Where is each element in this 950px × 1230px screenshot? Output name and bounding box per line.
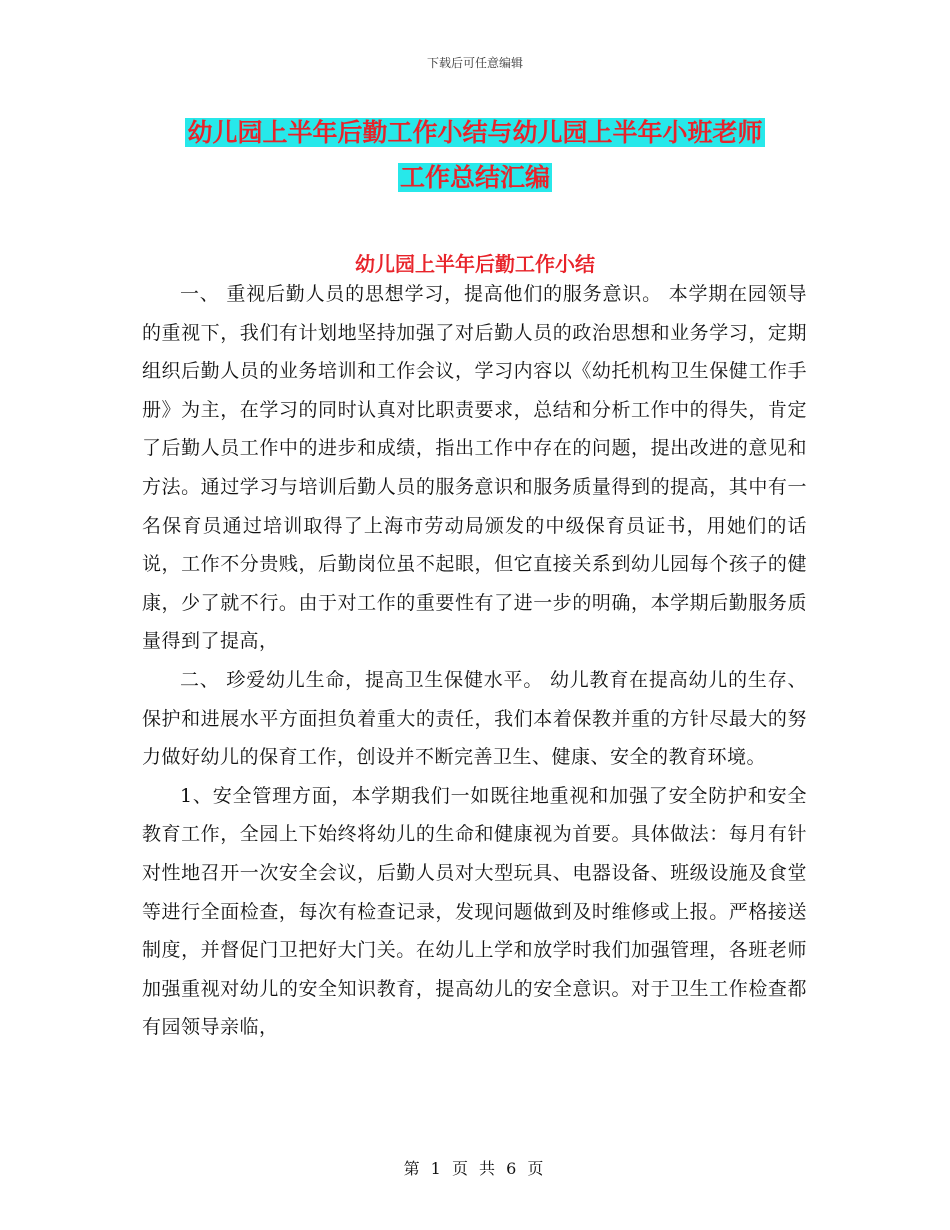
main-title: [0, 110, 950, 200]
paragraph-2: 二、 珍爱幼儿生命，提高卫生保健水平。 幼儿教育在提高幼儿的生存、保护和进展水平方面担负着重大的责任，我们本着保教并重的方针尽最大的努力做好幼儿的保育工作，创设并不断完善卫生、健康、安全的教育环境。: [142, 668, 807, 769]
body-text: [142, 275, 807, 1047]
main-title-line-2: 工作总结汇编: [399, 163, 550, 192]
header-note: 下载后可任意编辑: [426, 56, 523, 70]
paragraph-1: 一、 重视后勤人员的思想学习，提高他们的服务意识。 本学期在园领导的重视下，我们有计划地坚持加强了对后勤人员的政治思想和业务学习，定期组织后勤人员的业务培训和工作会议，学习内容以《幼托机构卫生保健工作手册》为主，在学习的同时认真对比职责要求，总结和分析工作中的得失，肯定了后勤人员工作中的进步和成绩，指出工作中存在的问题，提出改进的意见和方法。通过学习与培训后勤人员的服务意识和服务质量得到的提高，其中有一名保育员通过培训取得了上海市劳动局颁发的中级保育员证书，用她们的话说，工作不分贵贱，后勤岗位虽不起眼，但它直接关系到幼儿园每个孩子的健康，少了就不行。由于对工作的重要性有了进一步的明确，本学期后勤服务质量得到了提高，: [142, 283, 807, 653]
paragraph-3: 1、安全管理方面，本学期我们一如既往地重视和加强了安全防护和安全教育工作，全园上下始终将幼儿的生命和健康视为首要。具体做法：每月有针对性地召开一次安全会议，后勤人员对大型玩具、电器设备、班级设施及食堂等进行全面检查，每次有检查记录，发现问题做到及时维修或上报。严格接送制度，并督促门卫把好大门关。在幼儿上学和放学时我们加强管理，各班老师加强重视对幼儿的安全知识教育，提高幼儿的安全意识。对于卫生工作检查都有园领导亲临，: [142, 784, 807, 1039]
page-number-footer: 第 1 页 共 6 页: [403, 1159, 547, 1178]
main-title-line-1: 幼儿园上半年后勤工作小结与幼儿园上半年小班老师: [187, 118, 763, 147]
section-title: 幼儿园上半年后勤工作小结: [355, 252, 595, 276]
